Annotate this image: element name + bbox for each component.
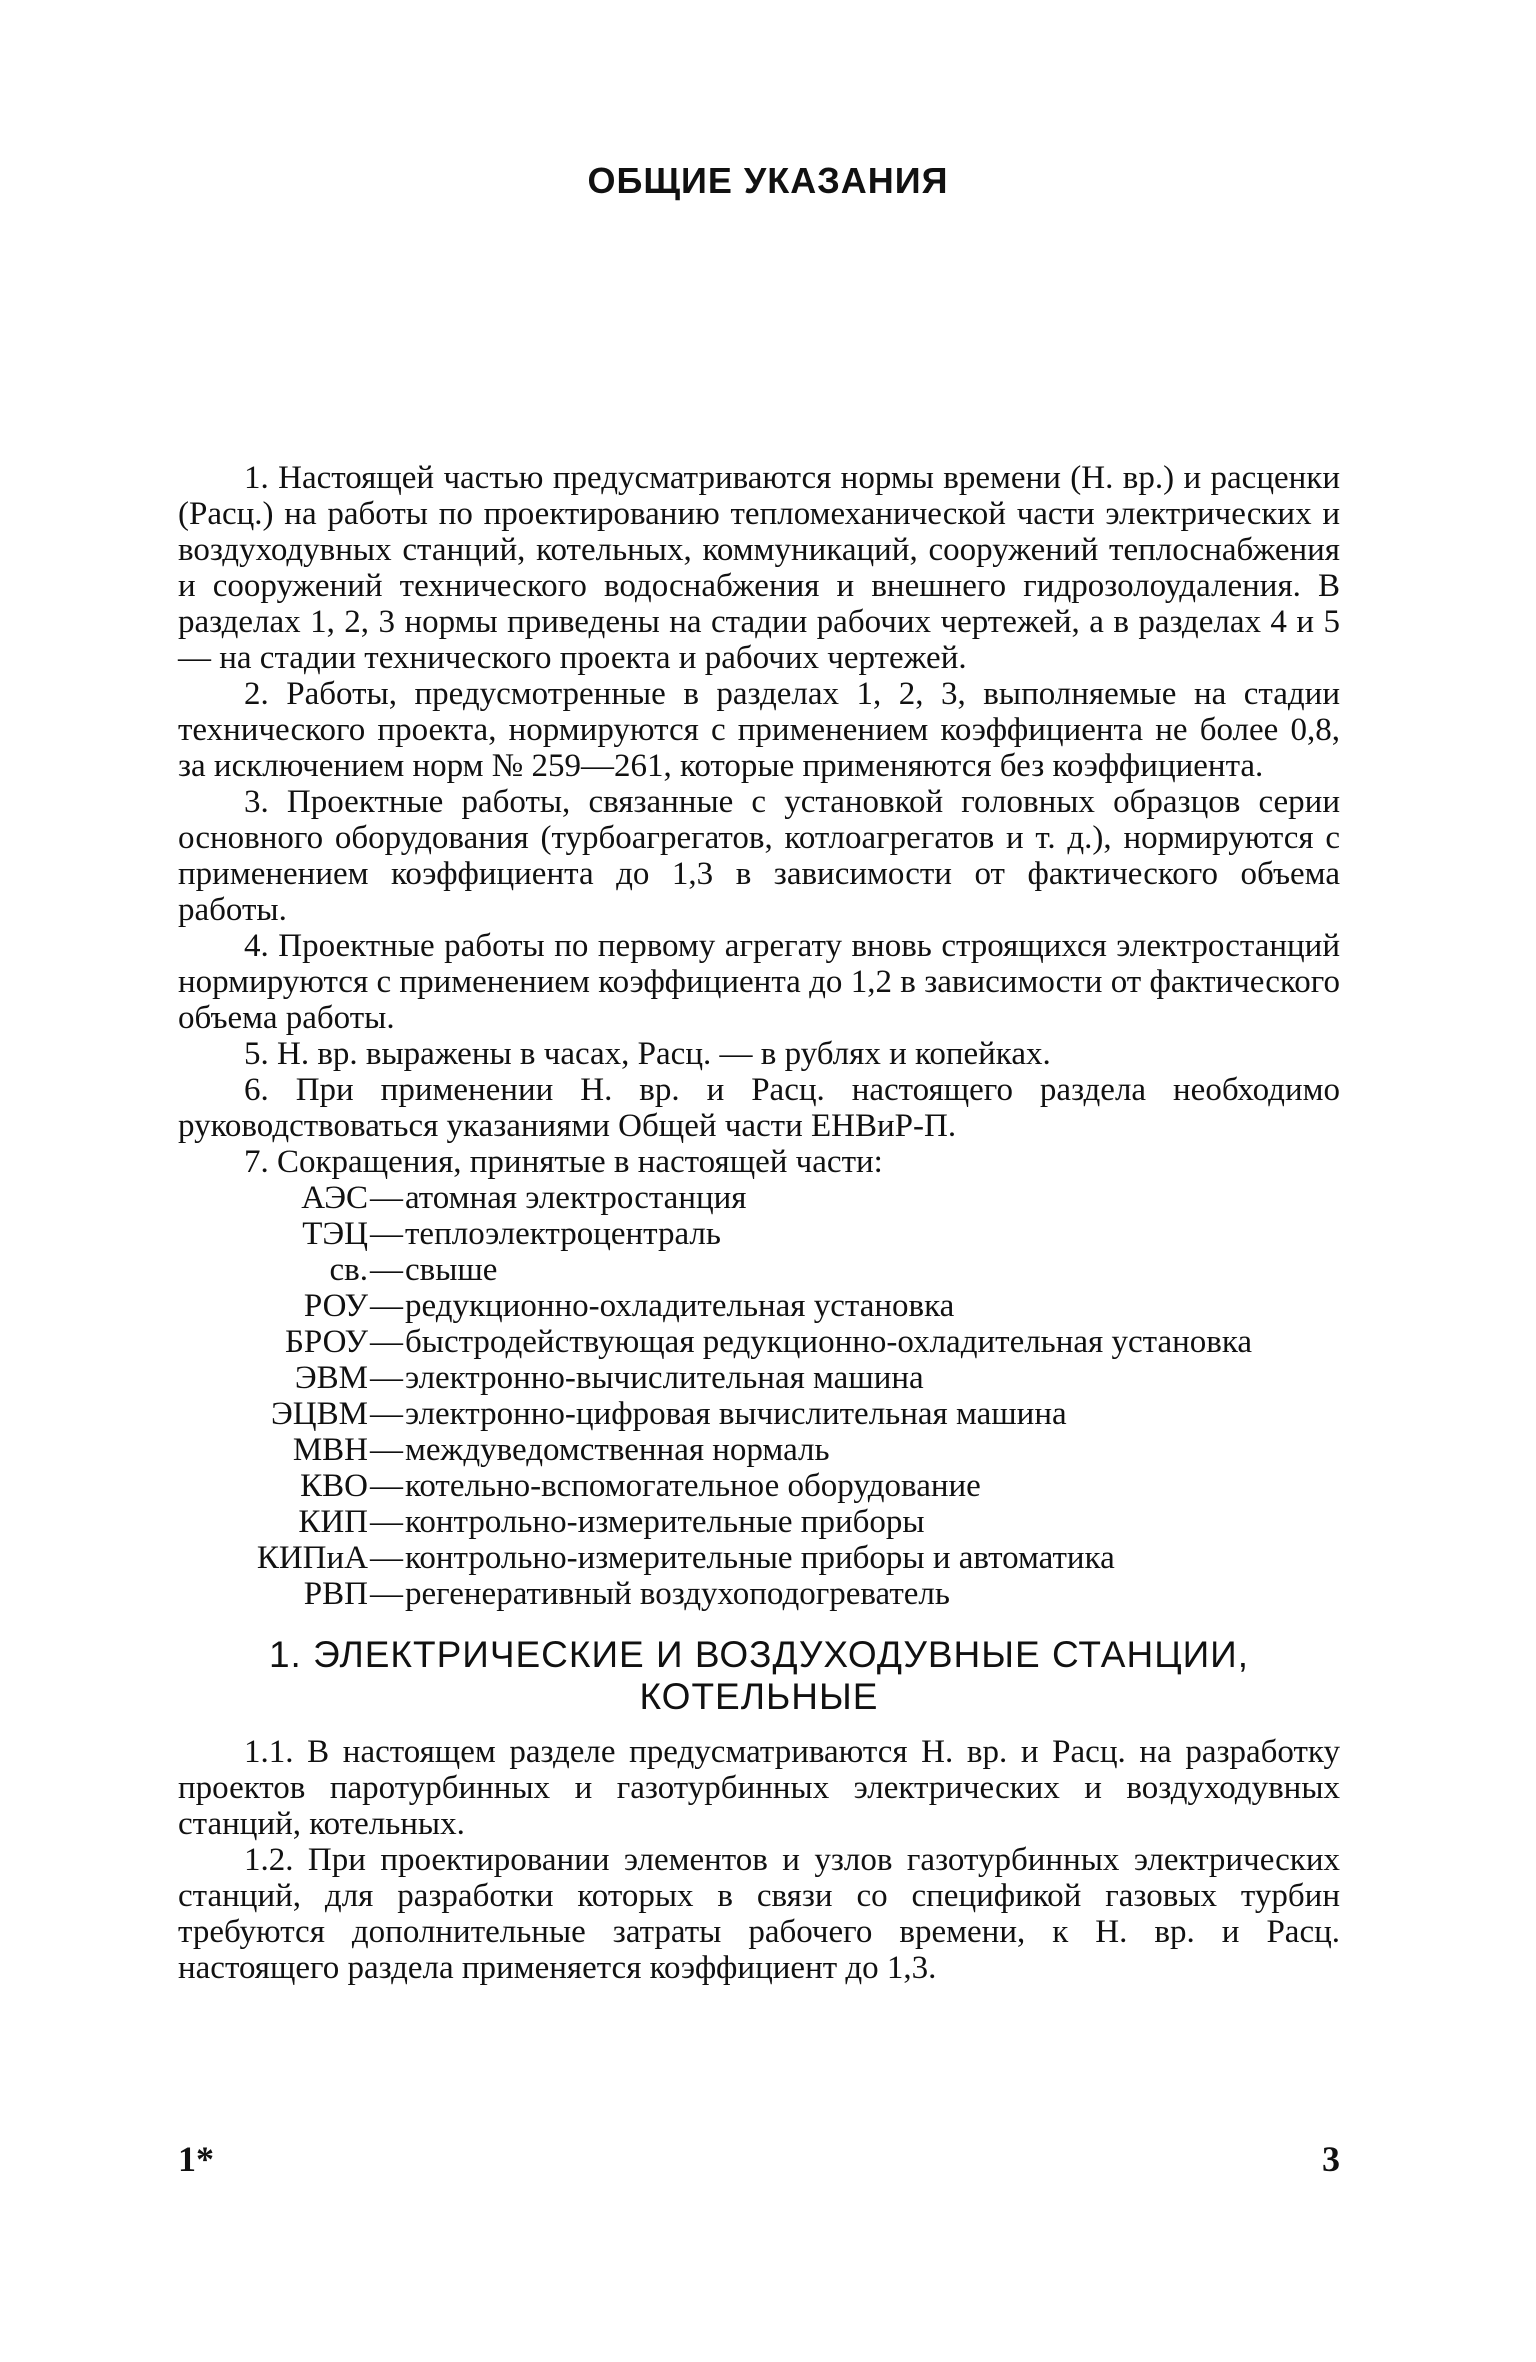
- paragraph: 1. Настоящей частью предусматриваются нормы времени (Н. вр.) и расценки (Расц.) на работы по проектированию тепломеханической части электрических и воздуходувных станций, котельных, коммуникаций, сооружений теплоснабжения и сооружений технического водоснабжения и внешнего гидрозолоудаления. В разделах 1, 2, 3 нормы приведены на стадии рабочих чертежей, а в разделах 4 и 5 — на стадии технического проекта и рабочих чертежей.: [178, 460, 1340, 676]
- dash: —: [370, 1540, 403, 1576]
- abbreviation-definition: регенеративный воздухоподогреватель: [405, 1576, 950, 1612]
- abbreviation-key: ЭВМ: [294, 1360, 368, 1396]
- abbreviation-key: АЭС: [301, 1180, 368, 1216]
- dash: —: [370, 1180, 403, 1216]
- abbreviation-definition: котельно-вспомогательное оборудование: [405, 1468, 981, 1504]
- dash: —: [370, 1324, 403, 1360]
- dash: —: [370, 1216, 403, 1252]
- abbreviation-key: ТЭЦ: [302, 1216, 368, 1252]
- abbreviation-row: [178, 1324, 1340, 1360]
- abbreviation-row: [178, 1504, 1340, 1540]
- abbreviation-row: [178, 1360, 1340, 1396]
- abbreviation-key: РВП: [303, 1576, 368, 1612]
- abbreviation-key: св.: [329, 1252, 368, 1288]
- abbreviation-row: [178, 1432, 1340, 1468]
- abbreviation-definition: электронно-цифровая вычислительная машина: [405, 1396, 1067, 1432]
- abbreviation-key: ЭЦВМ: [271, 1396, 368, 1432]
- abbreviation-definition: редукционно-охладительная установка: [405, 1288, 955, 1324]
- paragraph: 5. Н. вр. выражены в часах, Расц. — в рублях и копейках.: [244, 1036, 1051, 1072]
- abbreviation-definition: контрольно-измерительные приборы: [405, 1504, 925, 1540]
- abbreviation-definition: контрольно-измерительные приборы и автоматика: [405, 1540, 1115, 1576]
- abbreviation-definition: теплоэлектроцентраль: [405, 1216, 721, 1252]
- paragraph: 3. Проектные работы, связанные с установкой головных образцов серии основного оборудования (турбоагрегатов, котлоагрегатов и т. д.), нормируются с применением коэффициента до 1,3 в зависимости от фактического объема работы.: [178, 784, 1340, 928]
- paragraph: 6. При применении Н. вр. и Расц. настоящего раздела необходимо руководствоваться указаниями Общей части ЕНВиР-П.: [178, 1072, 1340, 1144]
- abbreviation-key: РОУ: [303, 1288, 368, 1324]
- abbreviation-key: БРОУ: [284, 1324, 368, 1360]
- abbreviation-definition: быстродействующая редукционно-охладительная установка: [405, 1324, 1253, 1360]
- section-paragraph: 1.2. При проектировании элементов и узлов газотурбинных электрических станций, для разработки которых в связи со спецификой газовых турбин требуются дополнительные затраты рабочего времени, к Н. вр. и Расц. настоящего раздела применяется коэффициент до 1,3.: [178, 1842, 1340, 1986]
- abbreviation-definition: атомная электростанция: [405, 1180, 747, 1216]
- abbreviation-row: [178, 1540, 1340, 1576]
- dash: —: [370, 1288, 403, 1324]
- page-title: ОБЩИЕ УКАЗАНИЯ: [587, 160, 949, 201]
- abbreviation-key: КВО: [300, 1468, 368, 1504]
- page-number: 3: [1322, 2139, 1340, 2179]
- abbreviation-row: [178, 1288, 1340, 1324]
- abbreviation-definition: междуведомственная нормаль: [405, 1432, 830, 1468]
- abbreviation-definition: электронно-вычислительная машина: [405, 1360, 924, 1396]
- dash: —: [370, 1396, 403, 1432]
- dash: —: [370, 1360, 403, 1396]
- section-title: 1. ЭЛЕКТРИЧЕСКИЕ И ВОЗДУХОДУВНЫЕ СТАНЦИИ, КОТЕЛЬНЫЕ: [268, 1634, 1250, 1717]
- abbreviation-key: КИП: [298, 1504, 368, 1540]
- abbreviation-key: КИПиА: [256, 1540, 368, 1576]
- dash: —: [370, 1432, 403, 1468]
- abbreviation-definition: свыше: [405, 1252, 498, 1288]
- abbreviation-key: МВН: [292, 1432, 368, 1468]
- dash: —: [370, 1504, 403, 1540]
- abbreviation-row: [178, 1252, 1340, 1288]
- paragraph: 4. Проектные работы по первому агрегату вновь строящихся электростанций нормируются с применением коэффициента до 1,2 в зависимости от фактического объема работы.: [178, 928, 1340, 1036]
- page-footer: [178, 2138, 1340, 2180]
- abbreviation-list: [178, 1180, 1340, 1612]
- dash: —: [370, 1252, 403, 1288]
- document-body: [178, 460, 1340, 1986]
- abbreviation-row: [178, 1576, 1340, 1612]
- dash: —: [370, 1576, 403, 1612]
- section-paragraph: 1.1. В настоящем разделе предусматриваются Н. вр. и Расц. на разработку проектов паротурбинных и газотурбинных электрических и воздуходувных станций, котельных.: [178, 1734, 1340, 1842]
- paragraph: 7. Сокращения, принятые в настоящей части:: [244, 1144, 883, 1180]
- abbreviation-row: [178, 1468, 1340, 1504]
- abbreviation-row: [178, 1180, 1340, 1216]
- paragraph: 2. Работы, предусмотренные в разделах 1, 2, 3, выполняемые на стадии технического проекта, нормируются с применением коэффициента не более 0,8, за исключением норм № 259—261, которые применяются без коэффициента.: [178, 676, 1340, 784]
- signature-mark: 1*: [178, 2139, 214, 2179]
- abbreviation-row: [178, 1216, 1340, 1252]
- dash: —: [370, 1468, 403, 1504]
- abbreviation-row: [178, 1396, 1340, 1432]
